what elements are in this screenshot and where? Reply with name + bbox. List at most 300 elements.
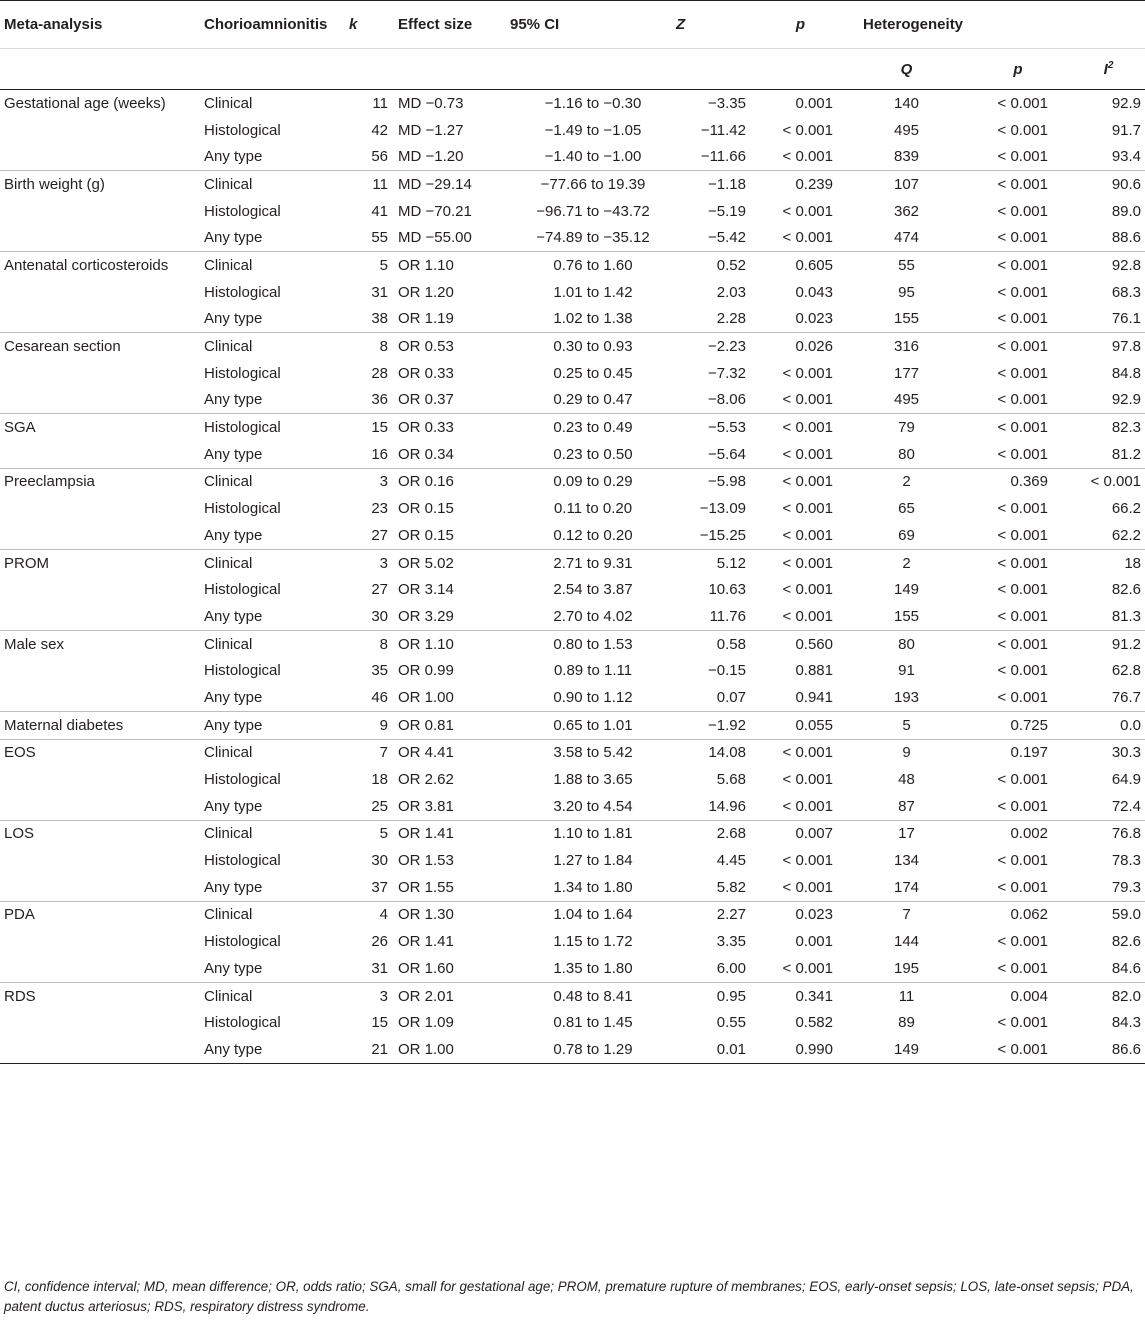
cell-95-ci: 0.48 to 8.41 [553, 987, 633, 1005]
cell-95-ci: 1.02 to 1.38 [553, 310, 633, 328]
cell-i2: 92.8 [1111, 256, 1142, 274]
cell-q: 87 [898, 797, 915, 815]
cell-heterogeneity-p: < 0.001 [997, 554, 1048, 572]
cell-heterogeneity-p: < 0.001 [997, 933, 1048, 951]
cell-z: −8.06 [708, 391, 746, 409]
table-row [0, 820, 1145, 847]
cell-q: 177 [893, 364, 920, 382]
cell-q: 17 [898, 825, 915, 843]
cell-heterogeneity-p: < 0.001 [997, 500, 1048, 518]
cell-meta-analysis: Antenatal corticosteroids [4, 256, 169, 274]
cell-i2: 72.4 [1111, 797, 1142, 815]
cell-p: < 0.001 [782, 229, 833, 247]
table-row [0, 549, 1145, 576]
cell-i2: 18 [1124, 554, 1142, 572]
cell-chorioamnionitis: Clinical [204, 554, 253, 572]
cell-q: 362 [893, 202, 920, 220]
cell-k: 4 [379, 906, 388, 924]
cell-meta-analysis: PDA [4, 906, 35, 924]
cell-i2: 92.9 [1111, 94, 1142, 112]
cell-q: 474 [893, 229, 920, 247]
cell-chorioamnionitis: Clinical [204, 473, 253, 491]
cell-i2: 82.6 [1111, 581, 1142, 599]
cell-p: < 0.001 [782, 364, 833, 382]
cell-heterogeneity-p: 0.062 [1010, 906, 1048, 924]
table-row [0, 684, 1145, 711]
cell-i2: 0.0 [1120, 716, 1142, 734]
table-row [0, 874, 1145, 901]
cell-i2: 59.0 [1111, 906, 1142, 924]
cell-chorioamnionitis: Any type [204, 878, 263, 896]
cell-q: 89 [898, 1014, 915, 1032]
cell-z: 0.01 [716, 1040, 746, 1058]
cell-z: 0.07 [716, 688, 746, 706]
cell-i2: 89.0 [1111, 202, 1142, 220]
cell-p: < 0.001 [782, 445, 833, 463]
cell-q: 79 [898, 419, 915, 437]
table-row [0, 306, 1145, 333]
cell-chorioamnionitis: Any type [204, 526, 263, 544]
cell-effect-size: OR 1.41 [398, 825, 454, 843]
cell-effect-size: OR 1.10 [398, 635, 454, 653]
cell-heterogeneity-p: < 0.001 [997, 581, 1048, 599]
cell-q: 174 [893, 878, 920, 896]
cell-chorioamnionitis: Histological [204, 852, 281, 870]
table-row [0, 441, 1145, 468]
cell-heterogeneity-p: 0.369 [1010, 473, 1048, 491]
cell-p: 0.026 [795, 338, 833, 356]
cell-effect-size: OR 3.81 [398, 797, 454, 815]
cell-chorioamnionitis: Any type [204, 959, 263, 977]
cell-k: 27 [371, 581, 388, 599]
cell-q: 5 [902, 716, 911, 734]
cell-effect-size: OR 1.60 [398, 959, 454, 977]
cell-q: 9 [902, 744, 911, 762]
cell-95-ci: 0.89 to 1.11 [553, 662, 633, 680]
cell-chorioamnionitis: Any type [204, 797, 263, 815]
cell-effect-size: OR 1.00 [398, 688, 454, 706]
cell-p: < 0.001 [782, 771, 833, 789]
table-row [0, 90, 1145, 117]
cell-k: 16 [371, 445, 388, 463]
cell-p: < 0.001 [782, 500, 833, 518]
table-row [0, 252, 1145, 279]
cell-95-ci: −96.71 to −43.72 [536, 202, 650, 220]
cell-chorioamnionitis: Clinical [204, 987, 253, 1005]
cell-i2: 62.8 [1111, 662, 1142, 680]
cell-95-ci: 1.01 to 1.42 [553, 283, 633, 301]
cell-k: 42 [371, 121, 388, 139]
table-row [0, 739, 1145, 766]
cell-meta-analysis [0, 603, 204, 630]
subheader-row [0, 49, 1145, 90]
cell-p: 0.239 [795, 175, 833, 193]
table-row [0, 576, 1145, 603]
cell-k: 46 [371, 688, 388, 706]
cell-meta-analysis [0, 847, 204, 874]
cell-i2: 76.8 [1111, 825, 1142, 843]
cell-k: 7 [379, 744, 388, 762]
cell-z: 6.00 [716, 959, 746, 977]
cell-95-ci: 1.27 to 1.84 [553, 852, 633, 870]
cell-95-ci: 0.80 to 1.53 [553, 635, 633, 653]
cell-heterogeneity-p: < 0.001 [997, 1014, 1048, 1032]
cell-heterogeneity-p: < 0.001 [997, 283, 1048, 301]
table-row [0, 171, 1145, 198]
cell-z: −11.42 [700, 121, 746, 139]
cell-chorioamnionitis: Any type [204, 148, 263, 166]
cell-q: 11 [898, 987, 915, 1005]
cell-p: < 0.001 [782, 391, 833, 409]
cell-effect-size: OR 1.00 [398, 1040, 454, 1058]
cell-meta-analysis [0, 387, 204, 414]
cell-heterogeneity-p: 0.197 [1010, 744, 1048, 762]
cell-95-ci: 0.90 to 1.12 [553, 688, 633, 706]
cell-p: 0.582 [795, 1014, 833, 1032]
cell-95-ci: 1.35 to 1.80 [553, 959, 633, 977]
cell-meta-analysis: EOS [4, 744, 36, 762]
cell-p: 0.023 [795, 310, 833, 328]
cell-z: 0.55 [716, 1014, 746, 1032]
cell-effect-size: OR 0.81 [398, 716, 454, 734]
cell-p: 0.001 [795, 933, 833, 951]
cell-effect-size: OR 0.99 [398, 662, 454, 680]
cell-chorioamnionitis: Histological [204, 933, 281, 951]
cell-p: 0.055 [795, 716, 833, 734]
cell-heterogeneity-p: < 0.001 [997, 1040, 1048, 1058]
cell-meta-analysis [0, 306, 204, 333]
cell-k: 41 [371, 202, 388, 220]
cell-p: < 0.001 [782, 959, 833, 977]
cell-effect-size: OR 1.41 [398, 933, 454, 951]
cell-z: 5.68 [716, 771, 746, 789]
table-row [0, 495, 1145, 522]
cell-95-ci: −1.16 to −0.30 [544, 94, 642, 112]
cell-effect-size: OR 2.62 [398, 771, 454, 789]
cell-meta-analysis: Gestational age (weeks) [4, 94, 166, 112]
header-p: p [795, 16, 806, 33]
cell-q: 55 [898, 256, 915, 274]
cell-95-ci: −74.89 to −35.12 [536, 229, 650, 247]
cell-z: −1.92 [708, 716, 746, 734]
cell-95-ci: 2.71 to 9.31 [553, 554, 633, 572]
cell-95-ci: 0.65 to 1.01 [553, 716, 633, 734]
cell-z: −5.42 [708, 229, 746, 247]
cell-i2: 76.7 [1111, 688, 1142, 706]
cell-k: 25 [371, 797, 388, 815]
cell-chorioamnionitis: Clinical [204, 338, 253, 356]
cell-meta-analysis [0, 793, 204, 820]
cell-heterogeneity-p: < 0.001 [997, 229, 1048, 247]
header-k: k [349, 16, 358, 33]
cell-k: 31 [371, 959, 388, 977]
cell-meta-analysis: Birth weight (g) [4, 175, 105, 193]
cell-p: < 0.001 [782, 878, 833, 896]
cell-q: 48 [898, 771, 915, 789]
cell-z: −3.35 [708, 94, 746, 112]
cell-i2: 88.6 [1111, 229, 1142, 247]
cell-heterogeneity-p: < 0.001 [997, 338, 1048, 356]
cell-chorioamnionitis: Any type [204, 310, 263, 328]
cell-q: 140 [893, 94, 920, 112]
cell-z: −11.66 [700, 148, 746, 166]
cell-effect-size: OR 0.34 [398, 445, 454, 463]
cell-k: 5 [379, 825, 388, 843]
cell-k: 15 [371, 419, 388, 437]
cell-i2: 82.3 [1111, 419, 1142, 437]
cell-chorioamnionitis: Clinical [204, 744, 253, 762]
cell-95-ci: 1.34 to 1.80 [553, 878, 633, 896]
table-row [0, 928, 1145, 955]
cell-effect-size: MD −0.73 [398, 94, 464, 112]
cell-q: 149 [893, 1040, 920, 1058]
cell-z: 0.95 [716, 987, 746, 1005]
cell-q: 495 [893, 391, 920, 409]
cell-meta-analysis: PROM [4, 554, 49, 572]
table-row [0, 414, 1145, 441]
cell-effect-size: MD −1.27 [398, 121, 464, 139]
cell-p: < 0.001 [782, 581, 833, 599]
cell-k: 30 [371, 852, 388, 870]
header-q: Q [900, 60, 913, 78]
cell-95-ci: 0.25 to 0.45 [553, 364, 633, 382]
cell-chorioamnionitis: Any type [204, 1040, 263, 1058]
cell-heterogeneity-p: < 0.001 [997, 688, 1048, 706]
cell-meta-analysis: Preeclampsia [4, 473, 95, 491]
cell-q: 839 [893, 148, 920, 166]
cell-95-ci: 1.10 to 1.81 [553, 825, 633, 843]
cell-meta-analysis [0, 576, 204, 603]
table-row [0, 522, 1145, 549]
cell-i2: 64.9 [1111, 771, 1142, 789]
header-95-ci: 95% CI [510, 16, 560, 33]
cell-effect-size: OR 2.01 [398, 987, 454, 1005]
cell-i2: 76.1 [1111, 310, 1142, 328]
cell-z: 10.63 [708, 581, 746, 599]
cell-95-ci: 0.12 to 0.20 [553, 526, 633, 544]
cell-z: −1.18 [708, 175, 746, 193]
cell-effect-size: OR 0.37 [398, 391, 454, 409]
cell-p: < 0.001 [782, 121, 833, 139]
cell-effect-size: OR 1.10 [398, 256, 454, 274]
cell-p: < 0.001 [782, 202, 833, 220]
cell-heterogeneity-p: < 0.001 [997, 175, 1048, 193]
cell-z: −7.32 [708, 364, 746, 382]
cell-95-ci: 3.58 to 5.42 [553, 744, 633, 762]
cell-meta-analysis [0, 1036, 204, 1063]
cell-i2: 62.2 [1111, 526, 1142, 544]
cell-z: −15.25 [699, 526, 746, 544]
cell-meta-analysis [0, 117, 204, 144]
cell-meta-analysis [0, 657, 204, 684]
cell-meta-analysis [0, 928, 204, 955]
cell-q: 7 [902, 906, 911, 924]
cell-meta-analysis: Male sex [4, 635, 65, 653]
cell-effect-size: OR 1.09 [398, 1014, 454, 1032]
cell-chorioamnionitis: Clinical [204, 256, 253, 274]
cell-chorioamnionitis: Histological [204, 662, 281, 680]
cell-z: 0.58 [716, 635, 746, 653]
cell-i2: 84.8 [1111, 364, 1142, 382]
header-meta-analysis: Meta-analysis [4, 16, 103, 33]
cell-q: 495 [893, 121, 920, 139]
cell-i2: < 0.001 [1090, 473, 1142, 491]
table-row [0, 901, 1145, 928]
table-row [0, 711, 1145, 739]
header-row [0, 1, 1145, 49]
table-row [0, 1009, 1145, 1036]
cell-heterogeneity-p: < 0.001 [997, 797, 1048, 815]
cell-i2: 90.6 [1111, 175, 1142, 193]
cell-meta-analysis [0, 1009, 204, 1036]
cell-heterogeneity-p: 0.725 [1010, 716, 1048, 734]
cell-q: 316 [893, 338, 920, 356]
cell-k: 3 [379, 554, 388, 572]
cell-meta-analysis [0, 224, 204, 251]
table-row [0, 279, 1145, 306]
cell-p: < 0.001 [782, 473, 833, 491]
cell-p: < 0.001 [782, 554, 833, 572]
cell-z: 14.08 [708, 744, 746, 762]
table-row [0, 143, 1145, 170]
cell-meta-analysis [0, 279, 204, 306]
table-row [0, 603, 1145, 630]
cell-i2: 78.3 [1111, 852, 1142, 870]
cell-chorioamnionitis: Histological [204, 771, 281, 789]
cell-heterogeneity-p: < 0.001 [997, 635, 1048, 653]
cell-chorioamnionitis: Histological [204, 121, 281, 139]
cell-z: 14.96 [708, 797, 746, 815]
cell-heterogeneity-p: < 0.001 [997, 94, 1048, 112]
cell-k: 15 [371, 1014, 388, 1032]
cell-95-ci: 2.70 to 4.02 [553, 607, 633, 625]
cell-95-ci: 0.09 to 0.29 [553, 473, 633, 491]
table-row [0, 224, 1145, 251]
cell-chorioamnionitis: Any type [204, 716, 263, 734]
cell-meta-analysis [0, 143, 204, 170]
cell-meta-analysis [0, 522, 204, 549]
cell-q: 95 [898, 283, 915, 301]
cell-z: −5.19 [708, 202, 746, 220]
cell-95-ci: −77.66 to 19.39 [540, 175, 646, 193]
cell-i2: 79.3 [1111, 878, 1142, 896]
cell-chorioamnionitis: Any type [204, 445, 263, 463]
cell-p: 0.941 [795, 688, 833, 706]
cell-chorioamnionitis: Histological [204, 419, 281, 437]
cell-i2: 81.3 [1111, 607, 1142, 625]
cell-p: < 0.001 [782, 797, 833, 815]
cell-z: 4.45 [716, 852, 746, 870]
cell-i2: 97.8 [1111, 338, 1142, 356]
cell-meta-analysis: Maternal diabetes [4, 716, 124, 734]
cell-chorioamnionitis: Any type [204, 229, 263, 247]
cell-chorioamnionitis: Histological [204, 202, 281, 220]
cell-effect-size: OR 5.02 [398, 554, 454, 572]
subheader-spacer [0, 49, 849, 90]
cell-i2: 68.3 [1111, 283, 1142, 301]
cell-k: 55 [371, 229, 388, 247]
table-row [0, 793, 1145, 820]
cell-q: 65 [898, 500, 915, 518]
cell-95-ci: 0.23 to 0.49 [553, 419, 633, 437]
cell-z: 2.27 [716, 906, 746, 924]
table-row [0, 982, 1145, 1009]
cell-p: 0.341 [795, 987, 833, 1005]
cell-i2: 66.2 [1111, 500, 1142, 518]
cell-k: 8 [379, 338, 388, 356]
table-row [0, 360, 1145, 387]
cell-z: 2.03 [716, 283, 746, 301]
cell-effect-size: OR 3.14 [398, 581, 454, 599]
cell-k: 28 [371, 364, 388, 382]
cell-k: 23 [371, 500, 388, 518]
cell-k: 11 [372, 94, 388, 112]
cell-q: 144 [893, 933, 920, 951]
header-i2-base: I [1103, 61, 1108, 78]
cell-effect-size: MD −29.14 [398, 175, 472, 193]
cell-heterogeneity-p: < 0.001 [997, 202, 1048, 220]
cell-meta-analysis: Cesarean section [4, 338, 121, 356]
cell-z: −5.53 [708, 419, 746, 437]
cell-meta-analysis [0, 874, 204, 901]
cell-k: 26 [371, 933, 388, 951]
cell-k: 31 [371, 283, 388, 301]
cell-chorioamnionitis: Histological [204, 283, 281, 301]
cell-k: 37 [371, 878, 388, 896]
cell-heterogeneity-p: < 0.001 [997, 256, 1048, 274]
cell-effect-size: OR 0.16 [398, 473, 454, 491]
cell-q: 134 [893, 852, 920, 870]
cell-i2: 91.2 [1111, 635, 1142, 653]
cell-chorioamnionitis: Clinical [204, 635, 253, 653]
cell-heterogeneity-p: < 0.001 [997, 771, 1048, 789]
cell-p: < 0.001 [782, 148, 833, 166]
cell-z: 0.52 [716, 256, 746, 274]
cell-q: 195 [893, 959, 920, 977]
cell-z: −5.64 [708, 445, 746, 463]
cell-z: −13.09 [699, 500, 746, 518]
cell-heterogeneity-p: < 0.001 [997, 445, 1048, 463]
cell-i2: 91.7 [1111, 121, 1142, 139]
header-effect-size: Effect size [398, 16, 473, 33]
cell-q: 149 [893, 581, 920, 599]
table-row [0, 387, 1145, 414]
cell-effect-size: OR 0.53 [398, 338, 454, 356]
cell-effect-size: OR 3.29 [398, 607, 454, 625]
cell-meta-analysis [0, 441, 204, 468]
cell-z: 3.35 [716, 933, 746, 951]
header-chorioamnionitis: Chorioamnionitis [204, 16, 328, 33]
table-row [0, 657, 1145, 684]
header-heterogeneity-p: p [1013, 60, 1023, 78]
cell-p: 0.560 [795, 635, 833, 653]
cell-95-ci: 0.11 to 0.20 [553, 500, 633, 518]
cell-q: 155 [893, 310, 920, 328]
cell-95-ci: 0.81 to 1.45 [553, 1014, 633, 1032]
cell-i2: 92.9 [1111, 391, 1142, 409]
header-i2 [1072, 49, 1145, 90]
cell-q: 2 [902, 473, 911, 491]
table-body [0, 90, 1145, 1064]
cell-q: 69 [898, 526, 915, 544]
cell-meta-analysis [0, 360, 204, 387]
cell-heterogeneity-p: < 0.001 [997, 121, 1048, 139]
cell-k: 30 [371, 607, 388, 625]
cell-chorioamnionitis: Clinical [204, 825, 253, 843]
cell-k: 18 [371, 771, 388, 789]
cell-k: 21 [371, 1040, 388, 1058]
cell-effect-size: OR 1.19 [398, 310, 454, 328]
